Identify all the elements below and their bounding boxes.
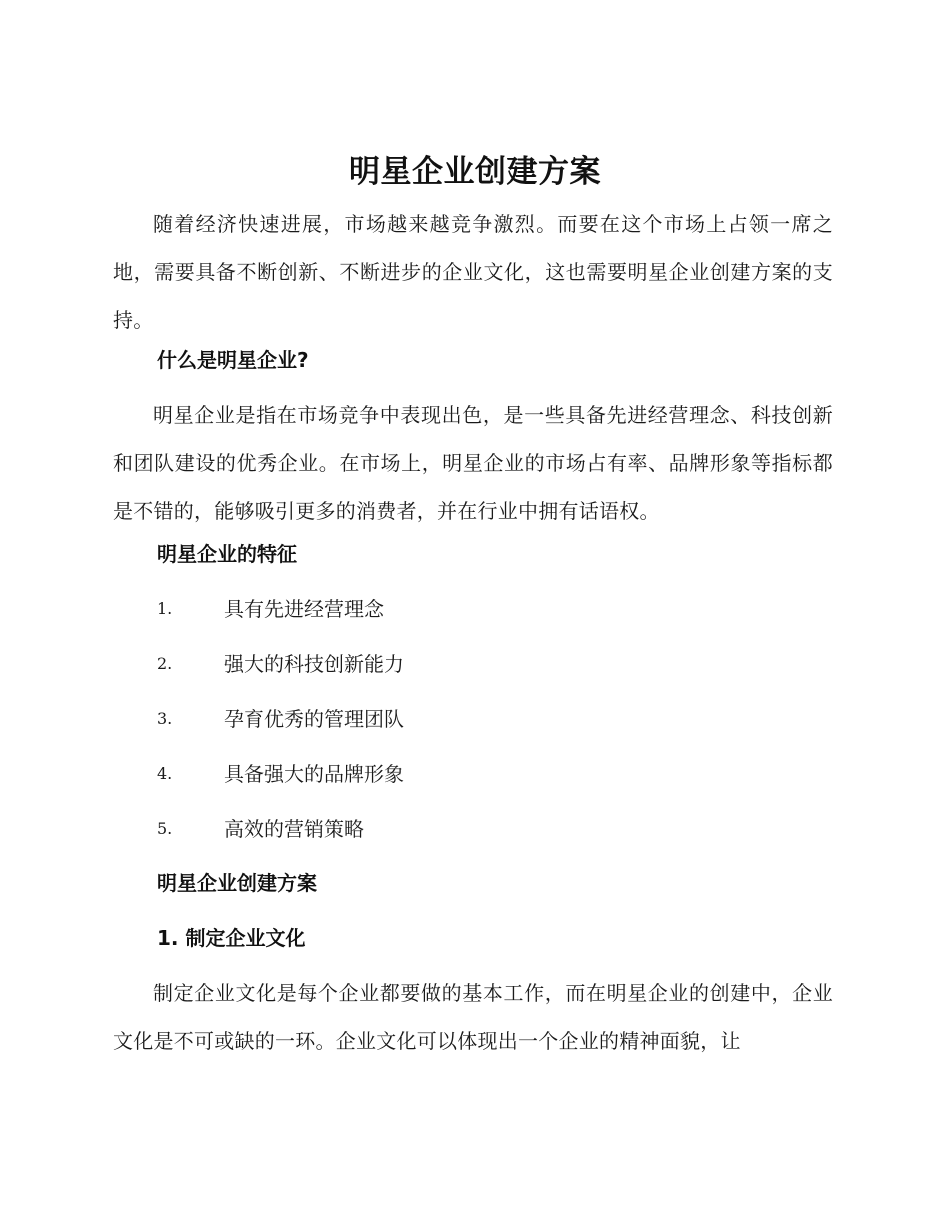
list-item-text: 孕育优秀的管理团队: [224, 707, 404, 731]
list-item-number: 2.: [157, 654, 173, 673]
intro-paragraph: 随着经济快速进展，市场越来越竞争激烈。而要在这个市场上占领一席之地，需要具备不断创新、不断进步的企业文化，这也需要明星企业创建方案的支持。: [113, 212, 833, 332]
list-item-number: 4.: [157, 764, 173, 783]
list-item-text: 强大的科技创新能力: [224, 652, 404, 676]
culture-paragraph: 制定企业文化是每个企业都要做的基本工作，而在明星企业的创建中，企业文化是不可或缺的一环。企业文化可以体现出一个企业的精神面貌，让: [113, 981, 833, 1053]
list-item-text: 具有先进经营理念: [224, 597, 384, 621]
list-item-text: 具备强大的品牌形象: [224, 762, 404, 786]
document-title: 明星企业创建方案: [349, 154, 601, 190]
section-heading-what-is: 什么是明星企业?: [157, 348, 309, 372]
list-item-text: 高效的营销策略: [224, 817, 364, 841]
definition-paragraph: 明星企业是指在市场竞争中表现出色，是一些具备先进经营理念、科技创新和团队建设的优秀企业。在市场上，明星企业的市场占有率、品牌形象等指标都是不错的，能够吸引更多的消费者，并在行业中拥有话语权。: [113, 403, 833, 523]
subheading-culture: 1. 制定企业文化: [157, 926, 306, 950]
section-heading-plan: 明星企业创建方案: [157, 871, 317, 895]
list-item-number: 3.: [157, 709, 173, 728]
list-item-number: 5.: [157, 819, 173, 838]
list-item-number: 1.: [157, 599, 173, 618]
section-heading-features: 明星企业的特征: [157, 542, 297, 566]
